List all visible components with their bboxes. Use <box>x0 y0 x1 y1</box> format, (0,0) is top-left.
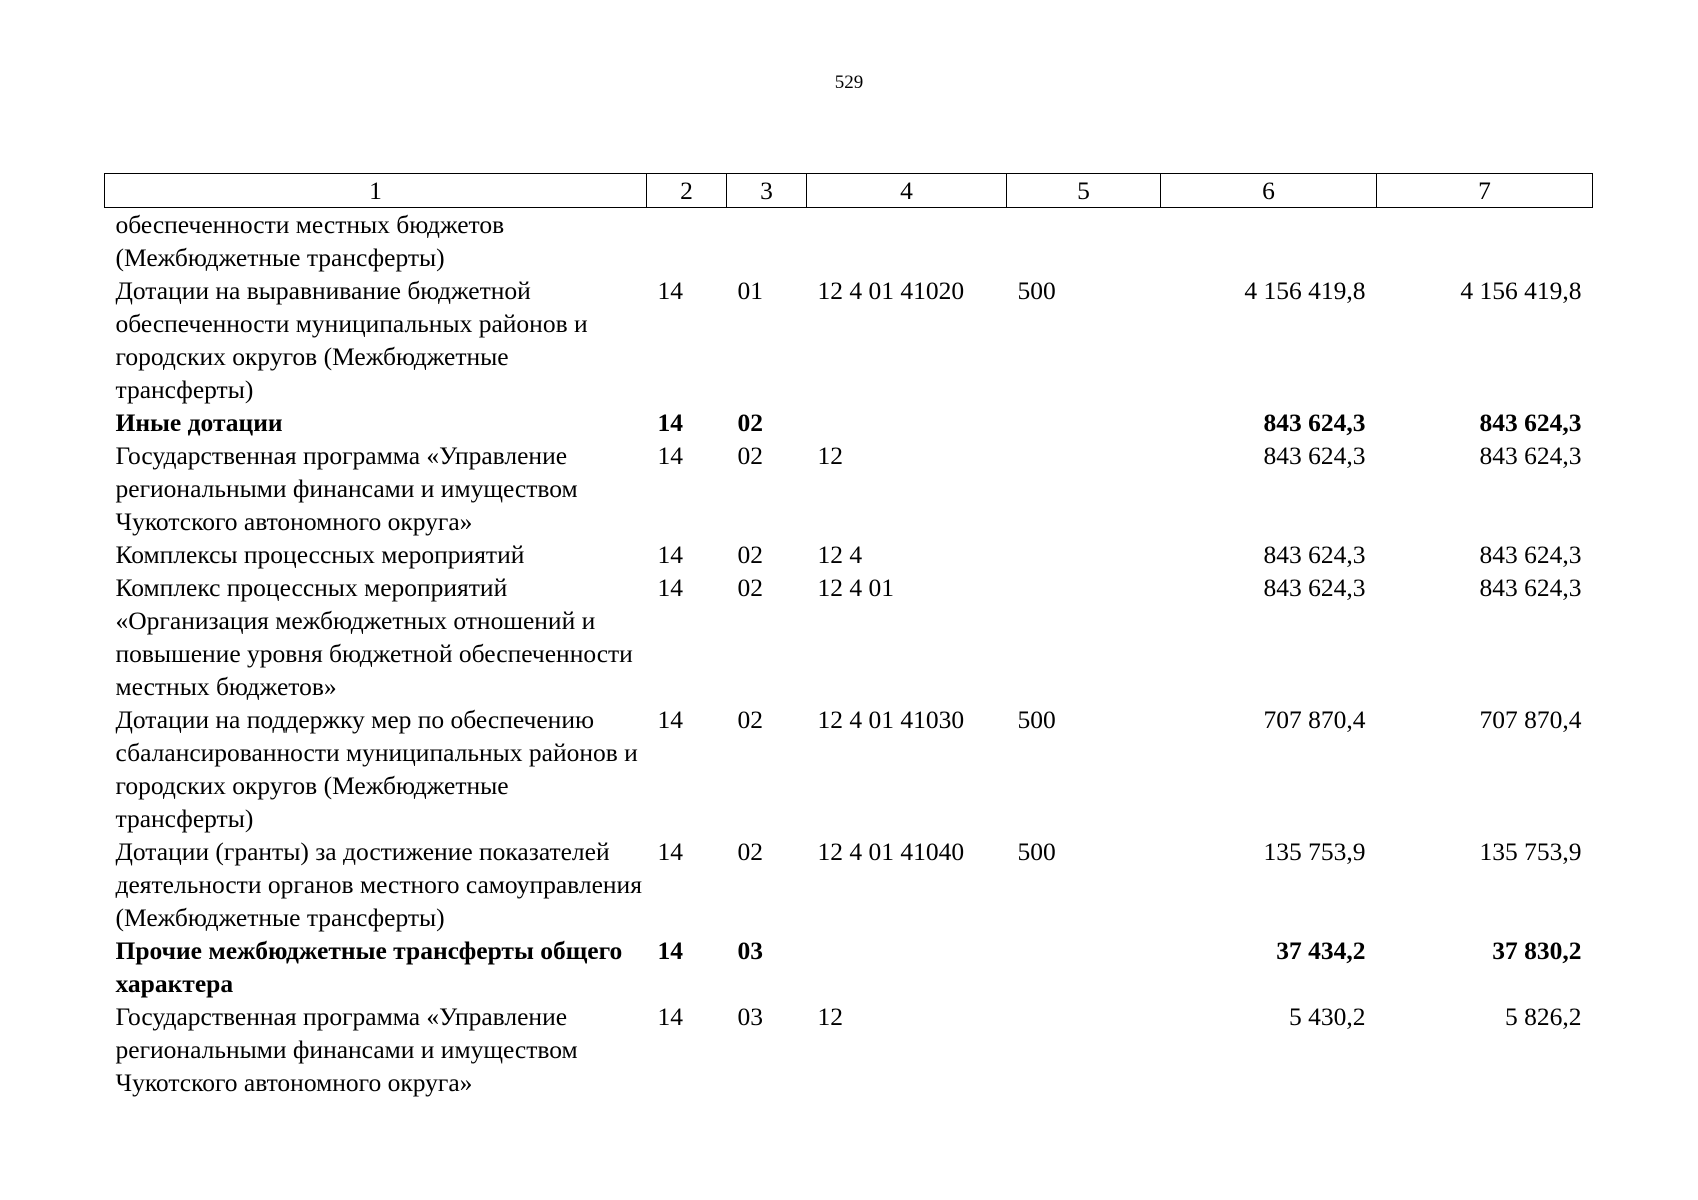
table-body <box>105 208 1593 1100</box>
row-amount-year2-cell: 135 753,9 <box>1479 837 1582 866</box>
budget-table <box>104 173 1593 1099</box>
row-subsection-cell: 03 <box>737 936 763 965</box>
row-name-cell: Комплекс процессных мероприятий «Организация межбюджетных отношений и повышение уровня бюджетной обеспеченности местных бюджетов» <box>115 573 633 701</box>
row-target-cell <box>807 934 1007 1000</box>
row-amount-year1-cell: 843 624,3 <box>1263 540 1366 569</box>
row-target-cell: 12 4 01 41020 <box>817 276 965 305</box>
row-subsection-cell: 02 <box>737 408 763 437</box>
row-section-cell: 14 <box>657 936 683 965</box>
table-row <box>105 1000 1593 1099</box>
row-name-cell: Комплексы процессных мероприятий <box>115 540 525 569</box>
row-section-cell: 14 <box>657 837 683 866</box>
table-row <box>105 538 1593 571</box>
row-amount-year2-cell <box>1377 208 1593 275</box>
row-type-cell <box>1007 538 1161 571</box>
row-section-cell: 14 <box>657 408 683 437</box>
row-section-cell: 14 <box>657 705 683 734</box>
header-col-4: 4 <box>807 174 1007 208</box>
row-type-cell <box>1007 934 1161 1000</box>
row-name-cell: обеспеченности местных бюджетов (Межбюджетные трансферты) <box>115 210 505 272</box>
table-row <box>105 835 1593 934</box>
row-amount-year2-cell: 37 830,2 <box>1492 936 1582 965</box>
row-subsection-cell: 02 <box>737 441 763 470</box>
row-name-cell: Прочие межбюджетные трансферты общего характера <box>115 936 623 998</box>
row-section-cell: 14 <box>657 540 683 569</box>
header-col-2: 2 <box>647 174 727 208</box>
table-row <box>105 208 1593 275</box>
header-col-5: 5 <box>1007 174 1161 208</box>
table-row <box>105 703 1593 835</box>
row-amount-year2-cell: 843 624,3 <box>1479 573 1582 602</box>
row-type-cell: 500 <box>1017 837 1056 866</box>
row-amount-year2-cell: 707 870,4 <box>1479 705 1582 734</box>
row-section-cell <box>647 208 727 275</box>
table-row <box>105 406 1593 439</box>
row-section-cell: 14 <box>657 1002 683 1031</box>
row-subsection-cell: 03 <box>737 1002 763 1031</box>
row-target-cell: 12 4 01 41030 <box>817 705 965 734</box>
row-type-cell <box>1007 406 1161 439</box>
row-amount-year1-cell: 843 624,3 <box>1263 441 1366 470</box>
table-header <box>105 174 1593 208</box>
header-col-7: 7 <box>1377 174 1593 208</box>
row-type-cell <box>1007 439 1161 538</box>
row-subsection-cell: 02 <box>737 837 763 866</box>
row-amount-year1-cell: 843 624,3 <box>1263 573 1366 602</box>
row-section-cell: 14 <box>657 441 683 470</box>
header-col-1: 1 <box>105 174 647 208</box>
row-name-cell: Дотации на поддержку мер по обеспечению сбалансированности муниципальных районов и городских округов (Межбюджетные трансферты) <box>115 705 638 833</box>
row-name-cell: Дотации на выравнивание бюджетной обеспеченности муниципальных районов и городских округов (Межбюджетные трансферты) <box>115 276 588 404</box>
row-amount-year1-cell: 843 624,3 <box>1263 408 1366 437</box>
row-type-cell <box>1007 571 1161 703</box>
row-target-cell: 12 <box>817 441 843 470</box>
page-number: 529 <box>834 72 864 93</box>
row-subsection-cell: 01 <box>737 276 763 305</box>
row-amount-year1-cell <box>1161 208 1377 275</box>
table-row <box>105 439 1593 538</box>
row-amount-year1-cell: 135 753,9 <box>1263 837 1366 866</box>
header-col-6: 6 <box>1161 174 1377 208</box>
row-target-cell: 12 4 <box>817 540 863 569</box>
row-name-cell: Иные дотации <box>115 408 283 437</box>
row-name-cell: Государственная программа «Управление региональными финансами и имуществом Чукотского автономного округа» <box>115 1002 578 1097</box>
row-amount-year2-cell: 5 826,2 <box>1505 1002 1582 1031</box>
row-target-cell: 12 4 01 41040 <box>817 837 965 866</box>
row-type-cell: 500 <box>1017 705 1056 734</box>
row-subsection-cell: 02 <box>737 573 763 602</box>
row-target-cell: 12 <box>817 1002 843 1031</box>
table-row <box>105 934 1593 1000</box>
row-amount-year1-cell: 707 870,4 <box>1263 705 1366 734</box>
row-subsection-cell: 02 <box>737 705 763 734</box>
table-row <box>105 274 1593 406</box>
row-amount-year2-cell: 843 624,3 <box>1479 441 1582 470</box>
row-section-cell: 14 <box>657 573 683 602</box>
row-target-cell: 12 4 01 <box>817 573 894 602</box>
row-amount-year2-cell: 4 156 419,8 <box>1460 276 1582 305</box>
header-row <box>105 174 1593 208</box>
row-target-cell <box>807 406 1007 439</box>
row-name-cell: Дотации (гранты) за достижение показателей деятельности органов местного самоуправления (Межбюджетные трансферты) <box>115 837 642 932</box>
row-target-cell <box>807 208 1007 275</box>
header-col-3: 3 <box>727 174 807 208</box>
row-type-cell: 500 <box>1017 276 1056 305</box>
row-amount-year1-cell: 4 156 419,8 <box>1244 276 1366 305</box>
row-amount-year1-cell: 37 434,2 <box>1276 936 1366 965</box>
row-type-cell <box>1007 1000 1161 1099</box>
row-name-cell: Государственная программа «Управление региональными финансами и имуществом Чукотского автономного округа» <box>115 441 578 536</box>
row-amount-year2-cell: 843 624,3 <box>1479 408 1582 437</box>
row-amount-year2-cell: 843 624,3 <box>1479 540 1582 569</box>
row-section-cell: 14 <box>657 276 683 305</box>
row-type-cell <box>1007 208 1161 275</box>
row-subsection-cell: 02 <box>737 540 763 569</box>
row-amount-year1-cell: 5 430,2 <box>1289 1002 1366 1031</box>
row-subsection-cell <box>727 208 807 275</box>
table-row <box>105 571 1593 703</box>
